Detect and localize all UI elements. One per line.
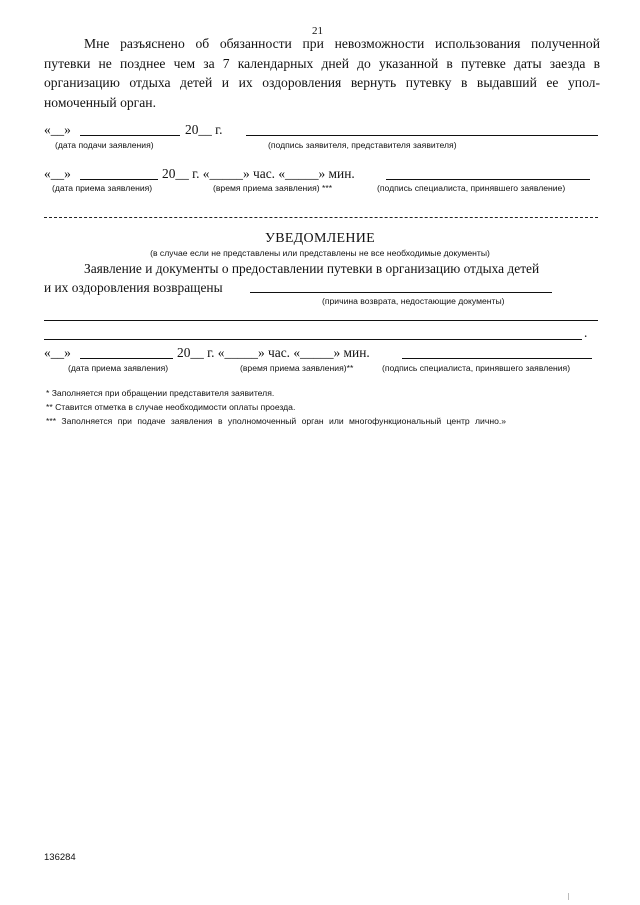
caption-signature: (подпись специалиста, принявшего заявления) [382,363,571,373]
footnote: *** Заполняется при подаче заявления в уполномоченный орган или многофункциональный центр лично.» [46,416,507,426]
date-quote: «__» [44,345,71,360]
notice-subtitle: (в случае если не представлены или представлены не все необходимые документы) [150,248,490,258]
caption-date: (дата подачи заявления) [55,140,154,150]
caption-time: (время приема заявления) *** [213,183,333,193]
date-month-line[interactable] [80,135,180,136]
notice-text-line: и их оздоровления возвращены [44,280,223,295]
specialist-signature-line[interactable] [402,358,592,359]
year-label: 20__ г. [185,122,223,137]
specialist-signature-line[interactable] [386,179,590,180]
intro-line: номоченный орган. [44,94,156,110]
date-month-line[interactable] [80,179,158,180]
end-dot: . [584,325,588,340]
reason-continuation-line[interactable] [44,339,582,340]
time-label: 20__ г. «_____» час. «_____» мин. [177,345,370,360]
caption-reason: (причина возврата, недостающие документы) [322,296,505,306]
page-number: 21 [312,25,323,37]
return-reason-line[interactable] [250,292,552,293]
notice-text-line: Заявление и документы о предоставлении путевки в организацию отдыха детей [84,261,540,276]
date-month-line[interactable] [80,358,173,359]
reason-continuation-line[interactable] [44,320,598,321]
footnote: ** Ставится отметка в случае необходимости оплаты проезда. [46,402,296,412]
caption-signature: (подпись специалиста, принявшего заявление) [377,183,566,193]
caption-date: (дата приема заявления) [52,183,153,193]
intro-paragraph [44,34,600,112]
notice-title: УВЕДОМЛЕНИЕ [264,231,376,246]
scan-mark [568,893,569,900]
caption-date: (дата приема заявления) [68,363,169,373]
date-quote: «__» [44,166,71,181]
intro-line: организацию отдыха детей и их оздоровления вернуть путевку в выдавший ее упол- [44,75,600,90]
document-code: 136284 [44,852,76,863]
date-quote: «__» [44,122,71,137]
signature-line[interactable] [246,135,598,136]
time-label: 20__ г. «_____» час. «_____» мин. [162,166,355,181]
caption-time: (время приема заявления)** [240,363,354,373]
cut-line [44,217,598,218]
footnote: * Заполняется при обращении представителя заявителя. [46,388,275,398]
caption-signature: (подпись заявителя, представителя заявителя) [268,140,457,150]
intro-line: путевки не позднее чем за 7 календарных дней до указанной в путевке даты заезда в [44,55,600,71]
intro-line: Мне разъяснено об обязанности при невозможности использования полученной [84,36,600,51]
